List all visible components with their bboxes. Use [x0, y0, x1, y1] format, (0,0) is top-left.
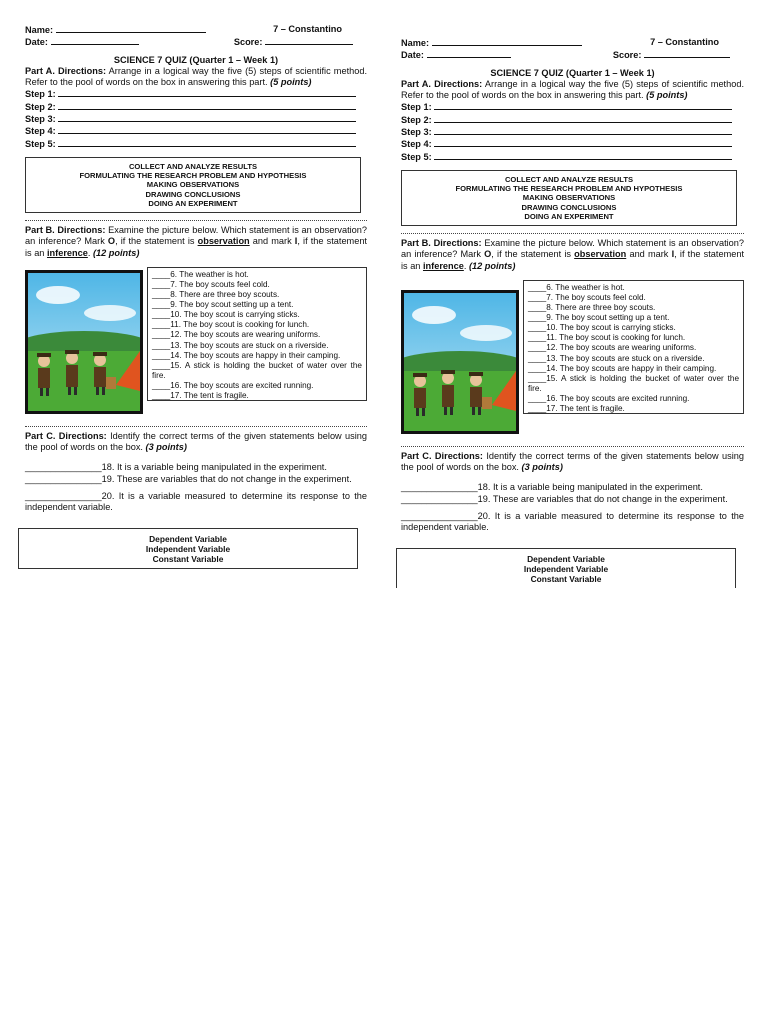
- part-c-item: _______________19. These are variables that do not change in the experiment.: [25, 473, 352, 484]
- statement-item: ____6. The weather is hot.: [152, 269, 249, 279]
- statement-item: ____10. The boy scout is carrying sticks.: [152, 310, 300, 320]
- part-b-points: (12 points): [468, 260, 516, 271]
- statement-item: ____12. The boy scouts are wearing uniforms.: [528, 343, 697, 353]
- step-5-field[interactable]: [434, 151, 732, 160]
- part-b-directions: Part B. Directions: Examine the picture below. Which statement is an observation? an inference? Mark O, if the statement is observation and mark I, if the statement is an inference. (12 points): [401, 237, 744, 271]
- statement-item: ____8. There are three boy scouts.: [528, 303, 656, 313]
- step-3-field[interactable]: [58, 113, 356, 122]
- answer-blank[interactable]: ____: [152, 330, 171, 340]
- part-b-points: (12 points): [92, 247, 140, 258]
- name-label: Name:: [25, 25, 54, 35]
- name-label: Name:: [401, 38, 430, 48]
- score-field[interactable]: [265, 36, 353, 45]
- part-c-text: Identify the correct terms of the given statements below using the pool of words on the box.: [401, 450, 744, 473]
- answer-blank[interactable]: _______________: [401, 482, 478, 493]
- answer-blank[interactable]: ____: [528, 323, 547, 333]
- date-field[interactable]: [427, 49, 511, 58]
- answer-blank[interactable]: ____: [528, 313, 547, 323]
- step-5-field[interactable]: [58, 138, 356, 147]
- pool-item: Dependent Variable: [527, 553, 605, 564]
- mark-i: I: [294, 236, 298, 247]
- answer-blank[interactable]: ____: [528, 363, 547, 373]
- part-b-text: and mark: [252, 236, 292, 247]
- name-field[interactable]: [56, 24, 206, 33]
- statement-item: ____15. A stick is holding the bucket of water over the fire.: [152, 360, 362, 380]
- step-2-field[interactable]: [434, 114, 732, 123]
- statement-item: ____14. The boy scouts are happy in their camping.: [528, 363, 717, 373]
- answer-blank[interactable]: ____: [152, 310, 171, 320]
- answer-blank[interactable]: ____: [528, 343, 547, 353]
- statement-item: ____10. The boy scout is carrying sticks.: [528, 323, 676, 333]
- mark-o: O: [107, 236, 116, 247]
- part-c-item: _______________18. It is a variable being manipulated in the experiment.: [25, 462, 327, 473]
- part-b-text: and mark: [629, 249, 669, 260]
- part-b-content: [401, 280, 744, 434]
- part-c-directions: [401, 451, 744, 474]
- header-row-1: [401, 37, 744, 49]
- part-b-text: Examine the picture below. Which statement is an observation? an inference? Mark: [25, 224, 367, 247]
- step-1-field[interactable]: [434, 101, 732, 110]
- pool-item: DRAWING CONCLUSIONS: [145, 189, 241, 199]
- answer-blank[interactable]: _______________: [25, 462, 102, 473]
- pool-item: FORMULATING THE RESEARCH PROBLEM AND HYPOTHESIS: [455, 184, 683, 194]
- part-b-text: , if the statement is: [491, 249, 571, 260]
- score-label: Score:: [612, 50, 642, 61]
- mark-o: O: [484, 249, 492, 260]
- section-label: 7 – Constantino: [650, 37, 719, 47]
- word-pool-box: [401, 170, 737, 226]
- answer-blank[interactable]: ____: [528, 353, 547, 363]
- name-field[interactable]: [432, 37, 582, 46]
- part-b-text: , if the statement is: [115, 236, 195, 247]
- statement-item: ____7. The boy scouts feel cold.: [152, 279, 270, 289]
- answer-blank[interactable]: ____: [528, 404, 547, 413]
- statement-list: [147, 267, 367, 401]
- part-c-points: (3 points): [521, 462, 563, 473]
- part-c-heading: Part C. Directions:: [401, 450, 483, 461]
- pool-item: DOING AN EXPERIMENT: [524, 211, 614, 221]
- variable-pool-box: [18, 528, 358, 569]
- part-c-directions: [25, 431, 367, 454]
- boy-scouts-picture: [401, 290, 519, 434]
- answer-blank[interactable]: ____: [152, 340, 171, 350]
- pool-item: Dependent Variable: [149, 533, 227, 544]
- answer-blank[interactable]: ____: [152, 279, 171, 289]
- statement-item: ____9. The boy scout setting up a tent.: [528, 313, 670, 323]
- statement-item: ____13. The boy scouts are stuck on a riverside.: [528, 353, 705, 363]
- answer-blank[interactable]: ____: [528, 373, 547, 383]
- part-c-item: _______________20. It is a variable measured to determine its response to the independent variable.: [25, 491, 367, 513]
- step-list: [401, 101, 744, 162]
- step-4-label: Step 4:: [25, 126, 56, 137]
- answer-blank[interactable]: _______________: [401, 493, 478, 504]
- statement-item: ____9. The boy scout setting up a tent.: [152, 300, 294, 310]
- divider: [25, 426, 367, 427]
- pool-item: DRAWING CONCLUSIONS: [521, 202, 617, 212]
- observation-term: observation: [574, 249, 627, 260]
- pool-item: Independent Variable: [145, 543, 231, 554]
- statement-item: ____11. The boy scout is cooking for lunch.: [528, 333, 686, 343]
- word-pool-box: [25, 157, 361, 213]
- score-label: Score:: [233, 37, 263, 48]
- part-b-content: [25, 267, 367, 414]
- part-c-points: (3 points): [145, 442, 187, 453]
- statement-item: ____17. The tent is fragile.: [528, 404, 625, 413]
- quiz-sheet-left: [25, 24, 367, 569]
- answer-blank[interactable]: ____: [528, 393, 547, 403]
- statement-item: ____11. The boy scout is cooking for lunch.: [152, 320, 310, 330]
- step-list: [25, 88, 367, 149]
- answer-blank[interactable]: ____: [528, 292, 547, 302]
- pool-item: COLLECT AND ANALYZE RESULTS: [128, 161, 258, 171]
- inference-term: inference: [422, 260, 464, 271]
- header-row-2: [25, 36, 367, 48]
- quiz-sheet-right: [401, 37, 744, 588]
- pool-item: DOING AN EXPERIMENT: [148, 198, 238, 208]
- pool-item: MAKING OBSERVATIONS: [146, 180, 240, 190]
- step-4-label: Step 4:: [401, 139, 432, 150]
- step-4-field[interactable]: [58, 125, 356, 134]
- answer-blank[interactable]: _______________: [25, 491, 102, 502]
- divider: [401, 446, 744, 447]
- answer-blank[interactable]: ____: [528, 282, 547, 292]
- date-label: Date:: [25, 37, 48, 48]
- part-b-text: , if the statement is an: [401, 249, 744, 271]
- pool-item: COLLECT AND ANALYZE RESULTS: [504, 174, 634, 184]
- step-2-label: Step 2:: [401, 114, 432, 125]
- step-1-label: Step 1:: [25, 89, 56, 100]
- pool-item: Independent Variable: [523, 563, 609, 574]
- pool-item: Constant Variable: [152, 553, 224, 564]
- part-c-item: _______________20. It is a variable measured to determine its response to the independent variable.: [401, 511, 744, 533]
- step-3-field[interactable]: [434, 126, 732, 135]
- variable-pool-box: [396, 548, 736, 588]
- part-a-points: (5 points): [646, 90, 688, 101]
- divider: [25, 220, 367, 221]
- camping-illustration: [404, 293, 516, 431]
- part-c-text: Identify the correct terms of the given statements below using the pool of words on the box.: [25, 430, 367, 453]
- part-a-directions: [25, 66, 367, 89]
- answer-blank[interactable]: ____: [152, 290, 171, 300]
- statement-item: ____7. The boy scouts feel cold.: [528, 292, 646, 302]
- step-3-label: Step 3:: [25, 114, 56, 125]
- part-a-heading: Part A. Directions:: [401, 78, 483, 89]
- pool-item: Constant Variable: [530, 573, 602, 584]
- header-row-1: [25, 24, 367, 36]
- part-c-item: _______________19. These are variables that do not change in the experiment.: [401, 493, 728, 504]
- answer-blank[interactable]: ____: [152, 269, 171, 279]
- mark-i: I: [671, 249, 675, 260]
- boy-scouts-picture: [25, 270, 143, 414]
- part-c-item: _______________18. It is a variable being manipulated in the experiment.: [401, 482, 703, 493]
- inference-term: inference: [46, 247, 88, 258]
- part-b-heading: Part B. Directions:: [401, 237, 482, 248]
- step-3-label: Step 3:: [401, 127, 432, 138]
- date-label: Date:: [401, 50, 424, 61]
- statement-item: ____16. The boy scouts are excited running.: [528, 393, 690, 403]
- part-a-heading: Part A. Directions:: [25, 65, 107, 76]
- header-row-2: [401, 49, 744, 61]
- step-5-label: Step 5:: [401, 151, 432, 162]
- answer-blank[interactable]: _______________: [401, 511, 478, 522]
- pool-item: MAKING OBSERVATIONS: [522, 193, 616, 203]
- step-2-field[interactable]: [58, 101, 356, 110]
- step-1-field[interactable]: [58, 88, 356, 97]
- step-1-label: Step 1:: [401, 102, 432, 113]
- section-label: 7 – Constantino: [273, 24, 342, 34]
- statement-item: ____13. The boy scouts are stuck on a riverside.: [152, 340, 329, 350]
- part-a-text: Arrange in a logical way the five (5) steps of scientific method. Refer to the pool of words on the box in answering this part.: [401, 78, 744, 101]
- answer-blank[interactable]: ____: [528, 333, 547, 343]
- statement-list: [523, 280, 744, 414]
- pool-item: FORMULATING THE RESEARCH PROBLEM AND HYPOTHESIS: [79, 171, 307, 181]
- part-b-heading: Part B. Directions:: [25, 224, 106, 235]
- camping-illustration: [28, 273, 140, 411]
- statement-item: ____16. The boy scouts are excited running.: [152, 380, 314, 390]
- part-b-text: , if the statement is an: [25, 236, 367, 258]
- statement-item: ____15. A stick is holding the bucket of water over the fire.: [528, 373, 739, 393]
- statement-item: ____12. The boy scouts are wearing uniforms.: [152, 330, 321, 340]
- statement-item: ____6. The weather is hot.: [528, 282, 625, 292]
- answer-blank[interactable]: ____: [152, 391, 171, 400]
- step-2-label: Step 2:: [25, 101, 56, 112]
- part-a-directions: [401, 79, 744, 102]
- answer-blank[interactable]: ____: [152, 320, 171, 330]
- quiz-title: SCIENCE 7 QUIZ (Quarter 1 – Week 1): [113, 54, 279, 65]
- step-5-label: Step 5:: [25, 138, 56, 149]
- score-field[interactable]: [644, 49, 730, 58]
- answer-blank[interactable]: ____: [152, 380, 171, 390]
- answer-blank[interactable]: _______________: [25, 473, 102, 484]
- statement-item: ____8. There are three boy scouts.: [152, 290, 280, 300]
- part-a-text: Arrange in a logical way the five (5) steps of scientific method. Refer to the pool of words on the box in answering this part.: [25, 65, 368, 88]
- answer-blank[interactable]: ____: [528, 303, 547, 313]
- answer-blank[interactable]: ____: [152, 350, 171, 360]
- observation-term: observation: [197, 236, 250, 247]
- part-b-text: Examine the picture below. Which statement is an observation? an inference? Mark: [401, 237, 744, 260]
- quiz-title: SCIENCE 7 QUIZ (Quarter 1 – Week 1): [490, 67, 655, 78]
- part-c-heading: Part C. Directions:: [25, 430, 107, 441]
- statement-item: ____17. The tent is fragile.: [152, 391, 249, 400]
- part-a-points: (5 points): [270, 77, 312, 88]
- statement-item: ____14. The boy scouts are happy in their camping.: [152, 350, 341, 360]
- part-b-directions: Part B. Directions: Examine the picture below. Which statement is an observation? an inference? Mark O, if the statement is observation and mark I, if the statement is an inference. (12 points): [25, 224, 367, 258]
- date-field[interactable]: [51, 36, 139, 45]
- step-4-field[interactable]: [434, 138, 732, 147]
- answer-blank[interactable]: ____: [152, 300, 171, 310]
- answer-blank[interactable]: ____: [152, 360, 171, 370]
- divider: [401, 233, 744, 234]
